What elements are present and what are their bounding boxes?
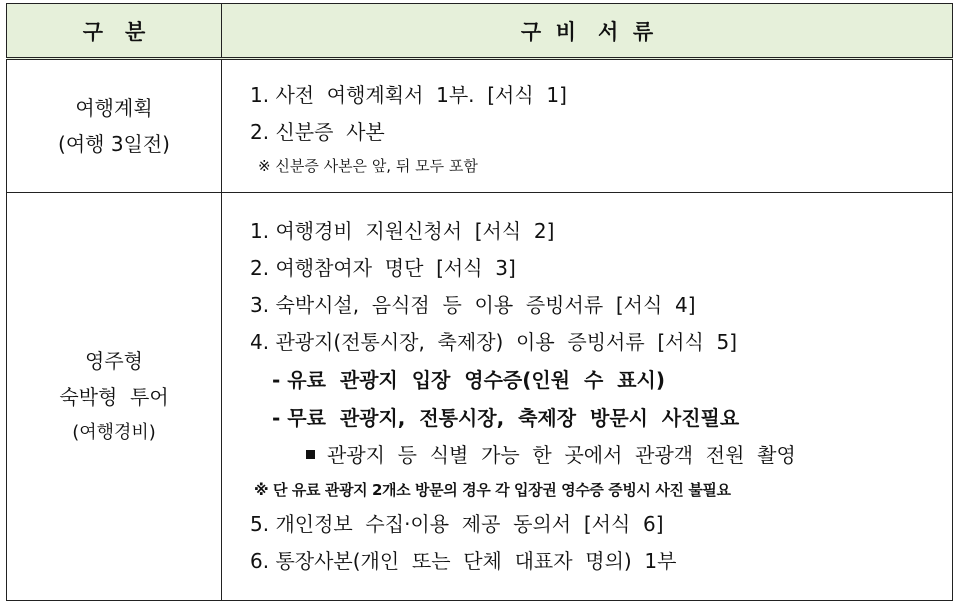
bullet-text: 관광지 등 식별 가능 한 곳에서 관광객 전원 촬영 <box>327 443 796 467</box>
category-subtitle: (여행 3일전) <box>58 132 170 156</box>
document-item: 6. 통장사본(개인 또는 단체 대표자 명의) 1부 <box>250 549 677 573</box>
table-row-tour <box>7 193 953 601</box>
document-item: 4. 관광지(전통시장, 축제장) 이용 증빙서류 [서식 5] <box>250 330 738 354</box>
category-cell <box>7 59 222 193</box>
document-bullet-item <box>250 437 952 474</box>
category-title: 영주형 <box>85 348 143 373</box>
documents-table-wrapper <box>6 3 953 601</box>
documents-cell <box>222 59 953 193</box>
document-item: 2. 신분증 사본 <box>250 120 385 144</box>
square-bullet-icon <box>306 450 315 459</box>
documents-cell <box>222 193 953 601</box>
document-item: 5. 개인정보 수집·이용 제공 동의서 [서식 6] <box>250 512 664 536</box>
document-subitem-bold: - 무료 관광지, 전통시장, 축제장 방문시 사진필요 <box>272 406 740 430</box>
document-item: 1. 사전 여행계획서 1부. [서식 1] <box>250 83 567 107</box>
table-header-row <box>7 4 953 59</box>
document-item: 3. 숙박시설, 음식점 등 이용 증빙서류 [서식 4] <box>250 293 696 317</box>
required-documents-table <box>6 3 953 601</box>
document-subitem-bold: - 유료 관광지 입장 영수증(인원 수 표시) <box>272 368 665 392</box>
category-title: 여행계획 <box>75 96 153 120</box>
header-category: 구 분 <box>7 4 222 59</box>
document-note: ※ 신분증 사본은 앞, 뒤 모두 포함 <box>258 157 478 175</box>
table-row-travel-plan <box>7 59 953 193</box>
category-note: (여행경비) <box>72 421 156 443</box>
document-item: 1. 여행경비 지원신청서 [서식 2] <box>250 219 555 243</box>
document-item: 2. 여행참여자 명단 [서식 3] <box>250 256 516 280</box>
document-bold-note: ※ 단 유료 관광지 2개소 방문의 경우 각 입장권 영수증 증빙시 사진 불필요 <box>254 481 731 499</box>
category-subtitle: 숙박형 투어 <box>59 384 169 409</box>
category-cell <box>7 193 222 601</box>
header-required-documents: 구 비 서 류 <box>222 4 953 59</box>
